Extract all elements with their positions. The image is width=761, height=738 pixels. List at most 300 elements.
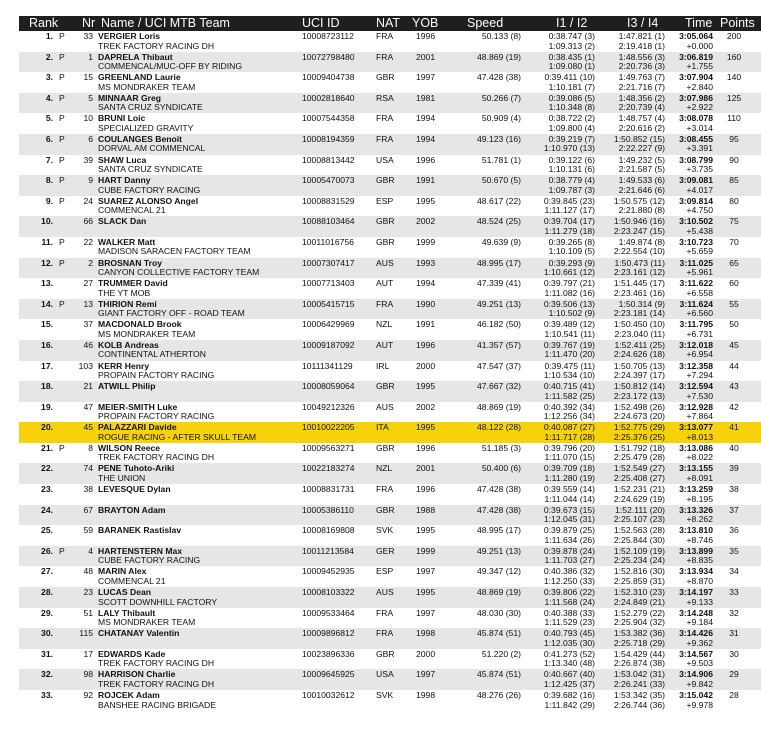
rank-cell: 4. — [45, 92, 53, 103]
split-i4: 2:24.397 (17) — [613, 370, 665, 380]
time-gap: +8.746 — [686, 534, 713, 545]
split-i2: 1:09.313 (2) — [548, 40, 595, 51]
team-name: DORVAL AM COMMENCAL — [98, 143, 206, 154]
nationality: AUT — [376, 339, 394, 350]
header-rank: Rank — [29, 16, 59, 30]
team-name: TREK FACTORY RACING DH — [98, 678, 215, 689]
uci-id: 10111341129 — [302, 360, 353, 371]
split-i4: 2:20.736 (3) — [618, 61, 665, 72]
points: 55 — [729, 298, 739, 309]
speed: 48.030 (30) — [477, 607, 521, 618]
nationality: GBR — [376, 216, 395, 227]
nationality: FRA — [376, 628, 394, 639]
nationality: IRL — [376, 360, 390, 371]
points: 80 — [729, 195, 739, 206]
rider-name: CHATANAY Valentin — [98, 628, 180, 639]
rider-name: BRUNI Loic — [98, 113, 146, 124]
rider-name: BARANEK Rastislav — [98, 525, 182, 536]
rider-name: TRUMMER David — [98, 278, 168, 289]
table-row — [19, 237, 761, 258]
points: 110 — [727, 113, 741, 124]
finish-time: 3:06.819 — [679, 51, 713, 62]
provisional-flag: P — [59, 257, 65, 268]
speed: 46.182 (50) — [477, 319, 521, 330]
split-i1: 0:38.722 (2) — [548, 113, 595, 124]
rank-cell: 30. — [41, 628, 53, 639]
rider-name: MACDONALD Brook — [98, 319, 182, 330]
year-of-birth: 2002 — [416, 216, 436, 227]
split-i4: 2:25.904 (32) — [613, 617, 665, 628]
table-row — [19, 258, 761, 279]
year-of-birth: 1994 — [416, 133, 436, 144]
split-i1: 0:39.767 (19) — [543, 339, 595, 350]
uci-id: 10010022205 — [302, 422, 355, 433]
split-i3: 1:52.563 (28) — [613, 525, 665, 536]
rider-name: LUCAS Dean — [98, 587, 152, 598]
split-i4: 2:22.227 (9) — [618, 143, 665, 154]
rank-cell: 24. — [41, 504, 53, 515]
speed: 49.639 (9) — [481, 236, 521, 247]
team-name: COMMENCAL/MUC-OFF BY RIDING — [98, 61, 243, 72]
split-i1: 0:39.411 (10) — [544, 72, 595, 83]
year-of-birth: 1996 — [416, 339, 436, 350]
split-i4: 2:25.859 (31) — [613, 575, 665, 586]
speed: 47.428 (38) — [477, 72, 521, 83]
nationality: AUS — [376, 401, 394, 412]
uci-id: 10005470073 — [302, 175, 355, 186]
finish-time: 3:13.155 — [679, 463, 713, 474]
nationality: NZL — [376, 463, 393, 474]
points: 35 — [729, 545, 739, 556]
provisional-flag: P — [59, 113, 65, 124]
split-i2: 1:11.582 (25) — [544, 390, 595, 401]
year-of-birth: 1999 — [416, 236, 436, 247]
split-i1: 0:39.293 (9) — [548, 257, 595, 268]
split-i1: 0:39.806 (22) — [543, 587, 595, 598]
header-speed: Speed — [467, 16, 504, 30]
points: 37 — [729, 504, 739, 515]
time-gap: +0.000 — [686, 40, 713, 51]
split-i4: 2:24.849 (21) — [613, 596, 665, 607]
time-gap: +6.731 — [686, 328, 713, 339]
table-row — [19, 52, 761, 73]
split-i1: 0:39.797 (21) — [543, 278, 595, 289]
team-name: MADISON SARACEN FACTORY TEAM — [98, 246, 251, 257]
split-i1: 0:39.475 (11) — [544, 360, 595, 371]
table-row — [19, 443, 761, 464]
finish-time: 3:09.814 — [679, 195, 713, 206]
split-i2: 1:12.035 (30) — [543, 637, 595, 648]
provisional-flag: P — [59, 154, 65, 165]
split-i3: 1:50.946 (16) — [613, 216, 665, 227]
team-name: TREK FACTORY RACING DH — [98, 452, 215, 463]
points: 50 — [729, 319, 739, 330]
split-i1: 0:38.747 (3) — [548, 31, 595, 41]
split-i3: 1:47.821 (1) — [618, 31, 665, 41]
uci-id: 10007307417 — [302, 257, 355, 268]
points: 140 — [726, 72, 742, 83]
header-nr: Nr — [82, 16, 96, 30]
split-i3: 1:50.473 (11) — [614, 257, 665, 268]
header-i3-i4: I3 / I4 — [627, 16, 659, 30]
split-i1: 0:40.386 (32) — [543, 566, 595, 577]
year-of-birth: 1991 — [416, 175, 436, 186]
split-i2: 1:11.529 (23) — [544, 617, 595, 628]
rank-cell: 12. — [41, 257, 53, 268]
nationality: FRA — [376, 113, 394, 124]
split-i2: 1:11.634 (26) — [544, 534, 595, 545]
table-row — [19, 216, 761, 237]
nationality: ESP — [376, 566, 394, 577]
split-i4: 2:23.461 (16) — [613, 287, 665, 298]
speed: 50.670 (5) — [481, 175, 521, 186]
rank-cell: 19. — [41, 401, 53, 412]
year-of-birth: 1996 — [416, 484, 436, 495]
points: 39 — [729, 463, 739, 474]
table-row — [19, 93, 761, 114]
uci-id: 10011016756 — [302, 236, 354, 247]
nationality: GBR — [376, 381, 395, 392]
finish-time: 3:07.986 — [679, 92, 713, 103]
split-i1: 0:40.793 (45) — [543, 628, 595, 639]
rank-cell: 22. — [41, 463, 53, 474]
table-row-highlighted — [19, 422, 761, 443]
header-points: Points — [720, 16, 755, 30]
speed: 51.781 (1) — [481, 154, 521, 165]
speed: 48.995 (17) — [477, 257, 521, 268]
rank-cell: 5. — [45, 113, 53, 124]
table-row — [19, 484, 761, 505]
time-gap: +9.133 — [686, 596, 713, 607]
split-i3: 1:53.382 (36) — [613, 628, 665, 639]
nationality: SVK — [376, 525, 394, 536]
provisional-flag: P — [59, 72, 65, 83]
bib-number: 115 — [79, 628, 93, 639]
nationality: AUT — [376, 278, 394, 289]
time-gap: +8.013 — [686, 431, 713, 442]
table-row — [19, 299, 761, 320]
split-i1: 0:38.435 (1) — [548, 51, 595, 62]
year-of-birth: 2000 — [416, 648, 436, 659]
finish-time: 3:15.042 — [679, 690, 713, 700]
split-i3: 1:50.812 (14) — [613, 381, 665, 392]
table-row — [19, 669, 761, 690]
speed: 47.667 (32) — [477, 381, 521, 392]
speed: 47.339 (41) — [477, 278, 521, 289]
split-i1: 0:39.265 (8) — [548, 236, 595, 247]
split-i4: 2:25.844 (30) — [613, 534, 665, 545]
rank-cell: 7. — [45, 154, 53, 165]
split-i2: 1:10.131 (6) — [548, 164, 595, 175]
split-i3: 1:50.705 (13) — [613, 360, 665, 371]
split-i3: 1:49.874 (8) — [618, 236, 665, 247]
rider-name: WILSON Reece — [98, 442, 161, 453]
split-i2: 1:10.502 (9) — [548, 308, 595, 319]
split-i4: 2:23.040 (11) — [614, 328, 665, 339]
split-i2: 1:10.970 (13) — [543, 143, 595, 154]
nationality: FRA — [376, 484, 394, 495]
rider-name: PENE Tuhoto-Ariki — [98, 463, 175, 474]
rider-name: KERR Henry — [98, 360, 150, 371]
team-name: MS MONDRAKER TEAM — [98, 81, 196, 92]
time-gap: +9.184 — [686, 617, 713, 628]
year-of-birth: 1981 — [416, 92, 436, 103]
rider-name: EDWARDS Kade — [98, 648, 166, 659]
rider-name: MEIER-SMITH Luke — [98, 401, 178, 412]
rider-name: COULANGES Benoit — [98, 133, 183, 144]
split-i2: 1:11.717 (28) — [544, 431, 595, 442]
uci-id: 10011213584 — [302, 545, 354, 556]
bib-number: 46 — [83, 339, 93, 350]
uci-id: 10009452935 — [302, 566, 355, 577]
year-of-birth: 1997 — [416, 566, 436, 577]
year-of-birth: 1995 — [416, 195, 436, 206]
finish-time: 3:12.928 — [679, 401, 713, 412]
uci-id: 10007544358 — [302, 113, 355, 124]
uci-id: 10008831731 — [302, 484, 355, 495]
rank-cell: 32. — [41, 669, 53, 680]
provisional-flag: P — [59, 545, 65, 556]
team-name: MS MONDRAKER TEAM — [98, 328, 196, 339]
split-i2: 1:10.109 (5) — [548, 246, 595, 257]
uci-id: 10008831529 — [302, 195, 355, 206]
uci-id: 10009404738 — [302, 72, 355, 83]
bib-number: 33 — [83, 31, 93, 41]
nationality: FRA — [376, 133, 394, 144]
header-i1-i2: I1 / I2 — [556, 16, 588, 30]
team-name: BANSHEE RACING BRIGADE — [98, 699, 216, 710]
team-name: SCOTT DOWNHILL FACTORY — [98, 596, 218, 607]
year-of-birth: 1988 — [416, 504, 436, 515]
rider-name: VERGIER Loris — [98, 31, 161, 41]
team-name: PROPAIN FACTORY RACING — [98, 411, 215, 422]
rank-cell: 14. — [41, 298, 53, 309]
rank-cell: 6. — [45, 133, 53, 144]
split-i3: 1:48.556 (3) — [618, 51, 665, 62]
rider-name: MARIN Alex — [98, 566, 147, 577]
table-row — [19, 196, 761, 217]
table-row — [19, 402, 761, 423]
table-row — [19, 690, 761, 711]
time-gap: +9.362 — [686, 637, 713, 648]
finish-time: 3:08.455 — [679, 133, 713, 144]
rank-cell: 2. — [45, 51, 53, 62]
split-i4: 2:24.626 (18) — [613, 349, 665, 360]
rank-cell: 10. — [41, 216, 53, 227]
rider-name: MINNAAR Greg — [98, 92, 162, 103]
rank-cell: 1. — [45, 31, 53, 41]
nationality: GBR — [376, 504, 395, 515]
finish-time: 3:11.795 — [679, 319, 713, 330]
finish-time: 3:11.025 — [679, 257, 713, 268]
split-i4: 2:21.716 (7) — [618, 81, 665, 92]
points: 40 — [729, 442, 739, 453]
rank-cell: 8. — [45, 175, 53, 186]
finish-time: 3:09.081 — [679, 175, 713, 186]
speed: 50.133 (8) — [481, 31, 521, 41]
uci-id: 10008813442 — [302, 154, 355, 165]
split-i3: 1:48.356 (2) — [618, 92, 665, 103]
header-name: Name / UCI MTB Team — [101, 16, 230, 30]
table-header — [19, 16, 761, 31]
split-i3: 1:50.314 (9) — [618, 298, 665, 309]
team-name: CUBE FACTORY RACING — [98, 555, 201, 566]
year-of-birth: 1996 — [416, 442, 436, 453]
bib-number: 39 — [83, 154, 93, 165]
speed: 41.357 (57) — [477, 339, 521, 350]
table-row — [19, 649, 761, 670]
split-i1: 0:40.392 (34) — [543, 401, 595, 412]
split-i2: 1:10.181 (7) — [548, 81, 595, 92]
uci-id: 10088103464 — [302, 216, 355, 227]
split-i4: 2:20.616 (2) — [618, 122, 665, 133]
table-row — [19, 587, 761, 608]
rider-name: SHAW Luca — [98, 154, 147, 165]
header-uci-id: UCI ID — [302, 16, 340, 30]
year-of-birth: 1994 — [416, 278, 436, 289]
year-of-birth: 1997 — [416, 607, 436, 618]
split-i3: 1:53.042 (31) — [613, 669, 665, 680]
bib-number: 23 — [83, 587, 93, 598]
uci-id: 10008169808 — [302, 525, 355, 536]
time-gap: +6.558 — [686, 287, 713, 298]
split-i3: 1:52.411 (25) — [614, 339, 665, 350]
year-of-birth: 2001 — [416, 463, 436, 474]
split-i4: 2:25.234 (24) — [613, 555, 665, 566]
split-i3: 1:48.757 (4) — [618, 113, 665, 124]
time-gap: +8.870 — [686, 575, 713, 586]
split-i3: 1:50.575 (12) — [613, 195, 665, 206]
team-name: SANTA CRUZ SYNDICATE — [98, 164, 203, 175]
provisional-flag: P — [59, 92, 65, 103]
year-of-birth: 1996 — [416, 154, 436, 165]
speed: 45.874 (51) — [477, 669, 521, 680]
bib-number: 22 — [83, 236, 93, 247]
rider-name: LEVESQUE Dylan — [98, 484, 171, 495]
speed: 48.869 (19) — [477, 401, 521, 412]
uci-id: 10008194359 — [302, 133, 355, 144]
split-i3: 1:52.310 (23) — [613, 587, 665, 598]
bib-number: 48 — [83, 566, 93, 577]
split-i1: 0:39.673 (15) — [543, 504, 595, 515]
provisional-flag: P — [59, 195, 65, 206]
team-name: COMMENCAL 21 — [98, 575, 166, 586]
table-row — [19, 381, 761, 402]
rider-name: ATWILL Philip — [98, 381, 156, 392]
rank-cell: 16. — [41, 339, 53, 350]
provisional-flag: P — [59, 133, 65, 144]
split-i2: 1:10.541 (11) — [544, 328, 595, 339]
split-i1: 0:39.796 (20) — [543, 442, 595, 453]
finish-time: 3:13.326 — [679, 504, 713, 515]
uci-id: 10008059064 — [302, 381, 355, 392]
points: 44 — [729, 360, 739, 371]
split-i3: 1:52.109 (19) — [613, 545, 665, 556]
speed: 47.547 (37) — [477, 360, 521, 371]
nationality: GBR — [376, 648, 395, 659]
uci-id: 10049212326 — [302, 401, 355, 412]
nationality: GBR — [376, 442, 395, 453]
speed: 49.347 (12) — [477, 566, 521, 577]
nationality: GBR — [376, 175, 395, 186]
time-gap: +8.022 — [686, 452, 713, 463]
uci-id: 10023896336 — [302, 648, 355, 659]
split-i3: 1:49.232 (5) — [618, 154, 665, 165]
split-i2: 1:11.082 (16) — [544, 287, 595, 298]
speed: 48.122 (28) — [477, 422, 521, 433]
speed: 48.617 (22) — [477, 195, 521, 206]
year-of-birth: 1998 — [416, 628, 436, 639]
points: 160 — [726, 51, 742, 62]
bib-number: 37 — [83, 319, 93, 330]
bib-number: 17 — [83, 648, 93, 659]
split-i3: 1:53.342 (35) — [613, 690, 665, 700]
year-of-birth: 1997 — [416, 669, 436, 680]
team-name: MS MONDRAKER TEAM — [98, 617, 196, 628]
split-i4: 2:24.673 (20) — [613, 411, 665, 422]
split-i1: 0:39.122 (6) — [548, 154, 595, 165]
points: 95 — [729, 133, 739, 144]
bib-number: 15 — [83, 72, 93, 83]
bib-number: 74 — [83, 463, 93, 474]
table-row — [19, 546, 761, 567]
bib-number: 92 — [83, 690, 93, 700]
rider-name: LALY Thibault — [98, 607, 156, 618]
table-row — [19, 319, 761, 340]
uci-id: 10008103322 — [302, 587, 355, 598]
split-i1: 0:40.388 (33) — [543, 607, 595, 618]
team-name: GIANT FACTORY OFF - ROAD TEAM — [98, 308, 245, 319]
time-gap: +9.842 — [686, 678, 713, 689]
split-i1: 0:39.878 (24) — [543, 545, 595, 556]
points: 75 — [729, 216, 739, 227]
bib-number: 47 — [83, 401, 93, 412]
points: 90 — [729, 154, 739, 165]
team-name: THE UNION — [98, 472, 146, 483]
finish-time: 3:07.904 — [679, 72, 713, 83]
speed: 48.276 (26) — [477, 690, 521, 700]
bib-number: 1 — [88, 51, 93, 62]
header-yob: YOB — [412, 16, 439, 30]
split-i1: 0:39.086 (5) — [548, 92, 595, 103]
bib-number: 66 — [83, 216, 93, 227]
rider-name: WALKER Matt — [98, 236, 156, 247]
bib-number: 24 — [83, 195, 93, 206]
split-i2: 1:12.250 (33) — [543, 575, 595, 586]
split-i1: 0:39.709 (18) — [543, 463, 595, 474]
split-i2: 1:11.280 (19) — [544, 472, 595, 483]
split-i4: 2:23.172 (13) — [613, 390, 665, 401]
bib-number: 67 — [83, 504, 93, 515]
uci-id: 10005415715 — [302, 298, 355, 309]
split-i3: 1:52.775 (29) — [613, 422, 665, 433]
year-of-birth: 1995 — [416, 381, 436, 392]
bib-number: 4 — [88, 545, 93, 556]
finish-time: 3:08.078 — [679, 113, 713, 124]
rider-name: HARTENSTERN Max — [98, 545, 183, 556]
rider-name: HARRISON Charlie — [98, 669, 176, 680]
nationality: GBR — [376, 236, 395, 247]
table-row — [19, 566, 761, 587]
finish-time: 3:05.064 — [679, 31, 713, 41]
split-i4: 2:22.554 (10) — [613, 246, 665, 257]
bib-number: 45 — [83, 422, 93, 433]
year-of-birth: 1995 — [416, 587, 436, 598]
time-gap: +7.294 — [686, 370, 713, 380]
finish-time: 3:13.899 — [679, 545, 713, 556]
speed: 49.123 (16) — [477, 133, 521, 144]
header-time: Time — [685, 16, 713, 30]
